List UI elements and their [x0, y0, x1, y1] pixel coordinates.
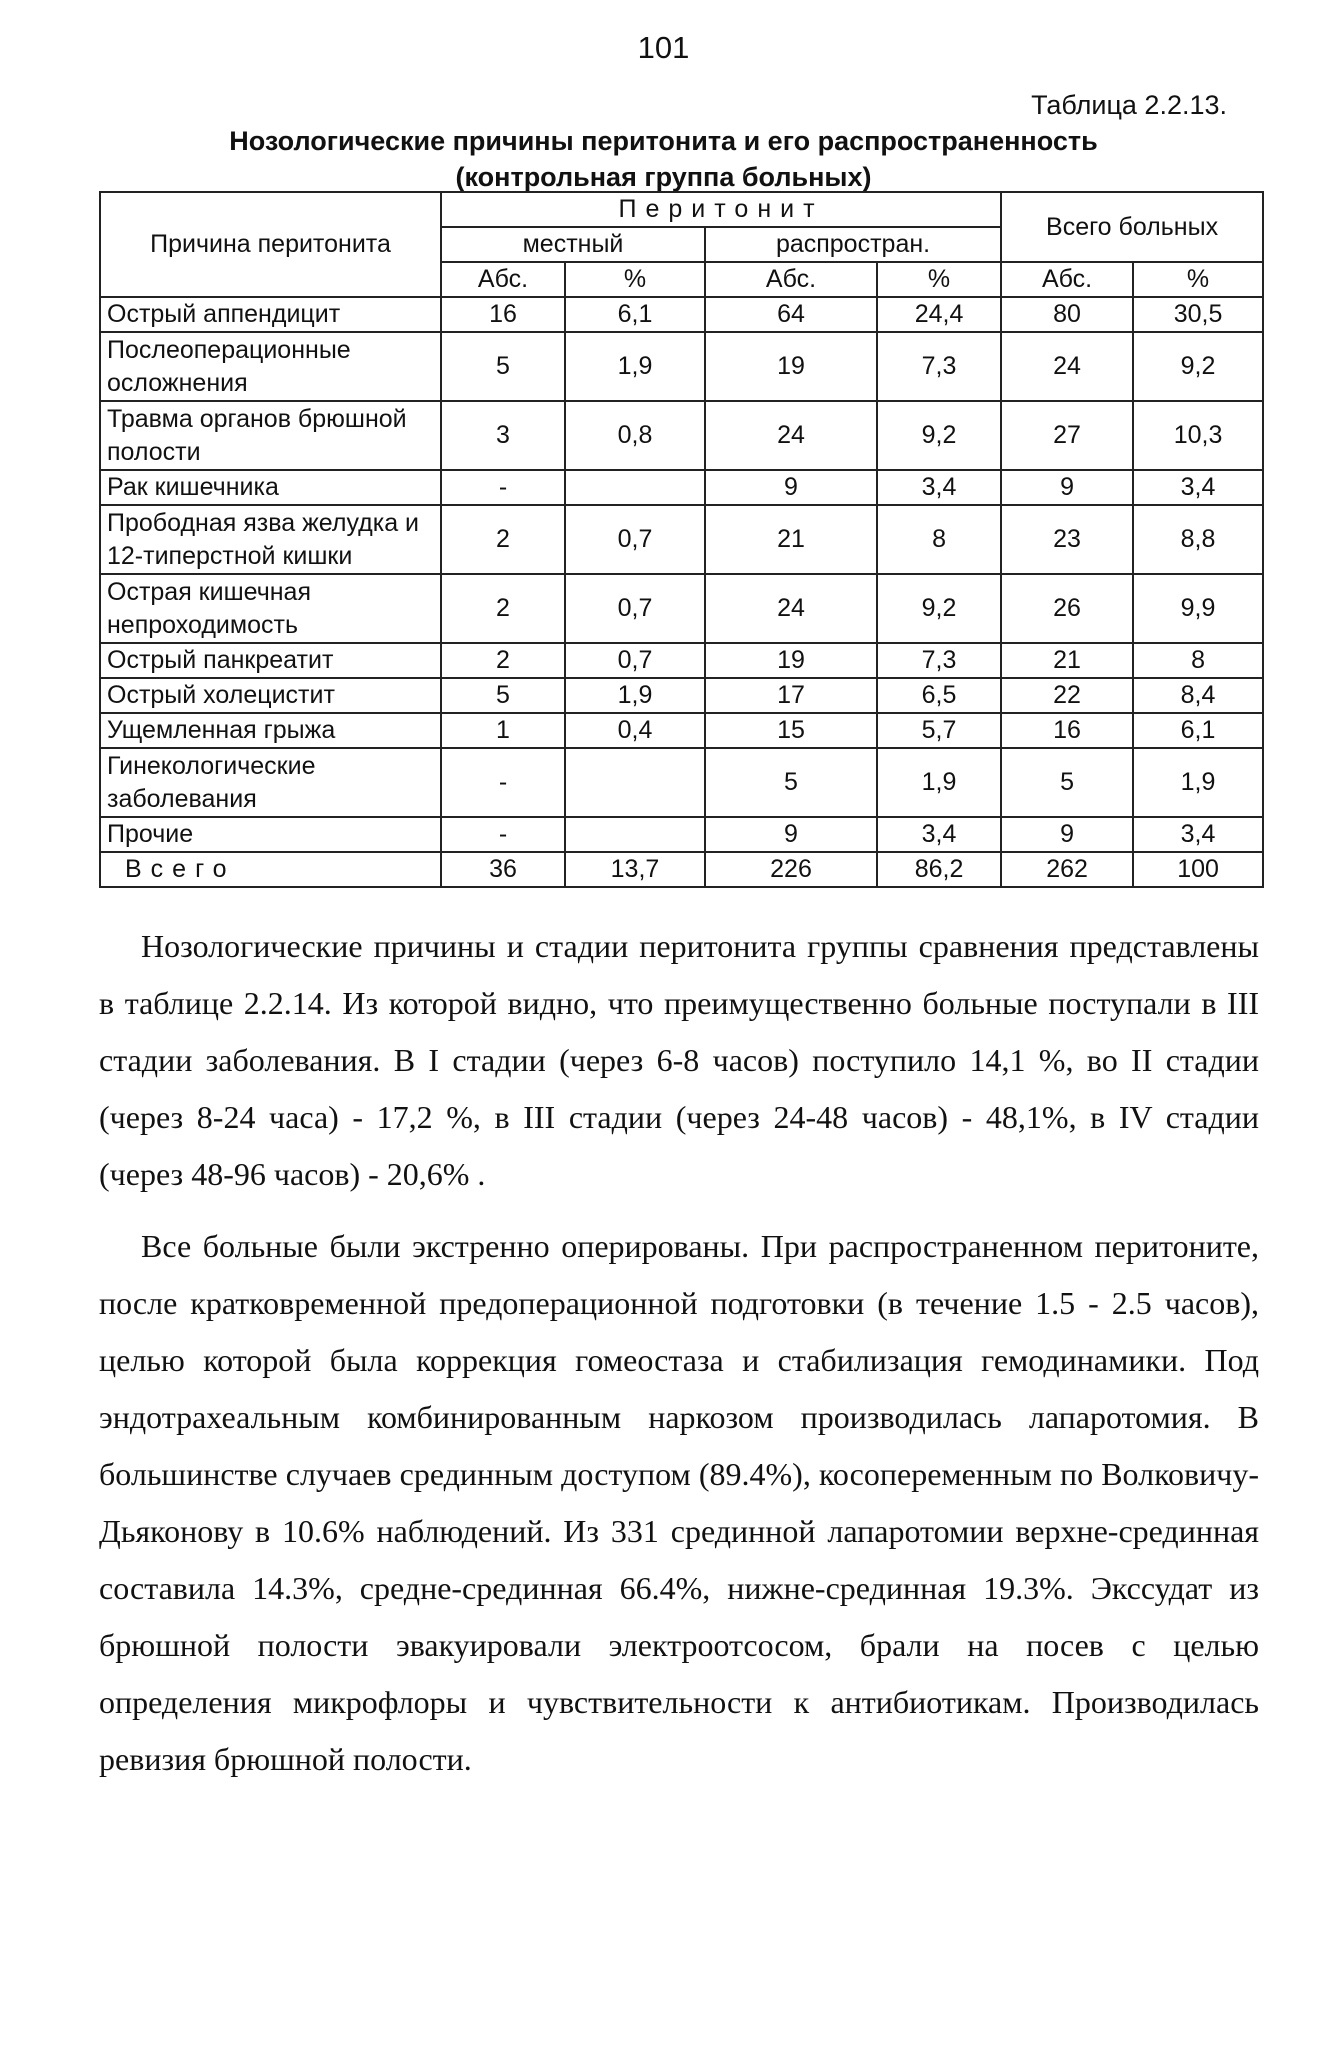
total-abs-cell: 80 [1001, 297, 1133, 332]
local-abs-cell: - [441, 470, 565, 505]
spread-pct-cell: 5,7 [877, 713, 1001, 748]
cause-cell: Прободная язва желудка и 12-типерстной кишки [100, 505, 441, 574]
header-abs: Абс. [441, 262, 565, 297]
table-row [100, 297, 1263, 332]
spread-abs-cell: 17 [705, 678, 877, 713]
header-abs: Абс. [1001, 262, 1133, 297]
header-pct: % [877, 262, 1001, 297]
spread-abs-cell: 5 [705, 748, 877, 817]
spread-pct-cell: 7,3 [877, 332, 1001, 401]
total-pct-cell: 8 [1133, 643, 1263, 678]
spread-abs-cell: 64 [705, 297, 877, 332]
table-row [100, 401, 1263, 470]
spread-abs-cell: 226 [705, 852, 877, 887]
local-abs-cell: 1 [441, 713, 565, 748]
spread-abs-cell: 21 [705, 505, 877, 574]
table-row [100, 574, 1263, 643]
table-row [100, 470, 1263, 505]
cause-cell: Травма органов брюшной полости [100, 401, 441, 470]
local-abs-cell: 36 [441, 852, 565, 887]
local-pct-cell: 1,9 [565, 332, 705, 401]
local-pct-cell: 1,9 [565, 678, 705, 713]
total-label-cell: Всего [100, 852, 441, 887]
total-abs-cell: 23 [1001, 505, 1133, 574]
header-abs: Абс. [705, 262, 877, 297]
local-pct-cell: 13,7 [565, 852, 705, 887]
local-pct-cell: 0,8 [565, 401, 705, 470]
total-abs-cell: 24 [1001, 332, 1133, 401]
cause-cell: Ущемленная грыжа [100, 713, 441, 748]
table-row [100, 713, 1263, 748]
spread-abs-cell: 9 [705, 470, 877, 505]
total-abs-cell: 9 [1001, 470, 1133, 505]
total-pct-cell: 6,1 [1133, 713, 1263, 748]
total-abs-cell: 22 [1001, 678, 1133, 713]
total-pct-cell: 8,4 [1133, 678, 1263, 713]
total-abs-cell: 262 [1001, 852, 1133, 887]
local-abs-cell: 5 [441, 678, 565, 713]
header-pct: % [1133, 262, 1263, 297]
header-total: Всего больных [1001, 192, 1263, 262]
spread-pct-cell: 7,3 [877, 643, 1001, 678]
table-total-row [100, 852, 1263, 887]
header-peritonitis: Перитонит [441, 192, 1001, 227]
table-row [100, 817, 1263, 852]
header-pct: % [565, 262, 705, 297]
total-abs-cell: 26 [1001, 574, 1133, 643]
table-row [100, 678, 1263, 713]
cause-cell: Острый аппендицит [100, 297, 441, 332]
local-pct-cell: 0,7 [565, 574, 705, 643]
cause-cell: Послеоперационные осложнения [100, 332, 441, 401]
spread-pct-cell: 3,4 [877, 470, 1001, 505]
spread-pct-cell: 1,9 [877, 748, 1001, 817]
table-row [100, 505, 1263, 574]
spread-pct-cell: 9,2 [877, 401, 1001, 470]
cause-cell: Острый панкреатит [100, 643, 441, 678]
spread-pct-cell: 86,2 [877, 852, 1001, 887]
table-row [100, 332, 1263, 401]
local-pct-cell: 0,4 [565, 713, 705, 748]
local-pct-cell [565, 748, 705, 817]
total-pct-cell: 3,4 [1133, 817, 1263, 852]
header-spread: распростран. [705, 227, 1001, 262]
cause-cell: Гинекологические заболевания [100, 748, 441, 817]
spread-pct-cell: 8 [877, 505, 1001, 574]
table-label: Таблица 2.2.13. [1031, 90, 1227, 120]
local-pct-cell: 0,7 [565, 505, 705, 574]
header-cause: Причина перитонита [100, 192, 441, 297]
total-abs-cell: 5 [1001, 748, 1133, 817]
local-abs-cell: 2 [441, 574, 565, 643]
table-title-line2: (контрольная группа больных) [455, 162, 872, 192]
local-abs-cell: - [441, 817, 565, 852]
total-pct-cell: 10,3 [1133, 401, 1263, 470]
table-row [100, 643, 1263, 678]
local-abs-cell: 5 [441, 332, 565, 401]
local-abs-cell: 3 [441, 401, 565, 470]
total-pct-cell: 100 [1133, 852, 1263, 887]
spread-pct-cell: 9,2 [877, 574, 1001, 643]
paragraph-surgery: Все больные были экстренно оперированы. При распространенном перитоните, после кратковременной предоперационной подготовки (в течение 1.5 - 2.5 часов), целью которой была коррекция гомеостаза и стабилизация гемодинамики. Под эндотрахеальным комбинированным наркозом производилась лапаротомия. В большинстве случаев срединным доступом (89.4%), косопеременным по Волковичу-Дьяконову в 10.6% наблюдений. Из 331 срединной лапаротомии верхне-срединная составила 14.3%, средне-срединная 66.4%, нижне-срединная 19.3%. Экссудат из брюшной полости эвакуировали электроотсосом, брали на посев с целью определения микрофлоры и чувствительности к антибиотикам. Производилась ревизия брюшной полости. [99, 1228, 1259, 1777]
cause-cell: Острая кишечная непроходимость [100, 574, 441, 643]
local-pct-cell: 0,7 [565, 643, 705, 678]
total-abs-cell: 9 [1001, 817, 1133, 852]
table-title-line1: Нозологические причины перитонита и его распространенность [229, 126, 1098, 156]
total-abs-cell: 16 [1001, 713, 1133, 748]
spread-pct-cell: 24,4 [877, 297, 1001, 332]
total-pct-cell: 30,5 [1133, 297, 1263, 332]
peritonitis-causes-table [99, 191, 1264, 888]
spread-abs-cell: 9 [705, 817, 877, 852]
cause-cell: Прочие [100, 817, 441, 852]
spread-abs-cell: 24 [705, 401, 877, 470]
local-abs-cell: - [441, 748, 565, 817]
cause-cell: Рак кишечника [100, 470, 441, 505]
table-row [100, 748, 1263, 817]
local-abs-cell: 2 [441, 643, 565, 678]
local-pct-cell: 6,1 [565, 297, 705, 332]
spread-pct-cell: 6,5 [877, 678, 1001, 713]
total-pct-cell: 1,9 [1133, 748, 1263, 817]
table-title [0, 123, 1327, 195]
total-pct-cell: 3,4 [1133, 470, 1263, 505]
total-pct-cell: 9,9 [1133, 574, 1263, 643]
local-pct-cell [565, 470, 705, 505]
spread-abs-cell: 19 [705, 643, 877, 678]
total-pct-cell: 8,8 [1133, 505, 1263, 574]
paragraph-stages: Нозологические причины и стадии перитонита группы сравнения представлены в таблице 2.2.14. Из которой видно, что преимущественно больные поступали в III стадии заболевания. В I стадии (через 6-8 часов) поступило 14,1 %, во II стадии (через 8-24 часа) - 17,2 %, в III стадии (через 24-48 часов) - 48,1%, в IV стадии (через 48-96 часов) - 20,6% . [99, 928, 1259, 1192]
local-abs-cell: 16 [441, 297, 565, 332]
spread-abs-cell: 15 [705, 713, 877, 748]
spread-abs-cell: 19 [705, 332, 877, 401]
header-local: местный [441, 227, 705, 262]
spread-pct-cell: 3,4 [877, 817, 1001, 852]
total-pct-cell: 9,2 [1133, 332, 1263, 401]
total-abs-cell: 21 [1001, 643, 1133, 678]
page-number: 101 [637, 30, 690, 65]
cause-cell: Острый холецистит [100, 678, 441, 713]
local-pct-cell [565, 817, 705, 852]
total-abs-cell: 27 [1001, 401, 1133, 470]
local-abs-cell: 2 [441, 505, 565, 574]
spread-abs-cell: 24 [705, 574, 877, 643]
